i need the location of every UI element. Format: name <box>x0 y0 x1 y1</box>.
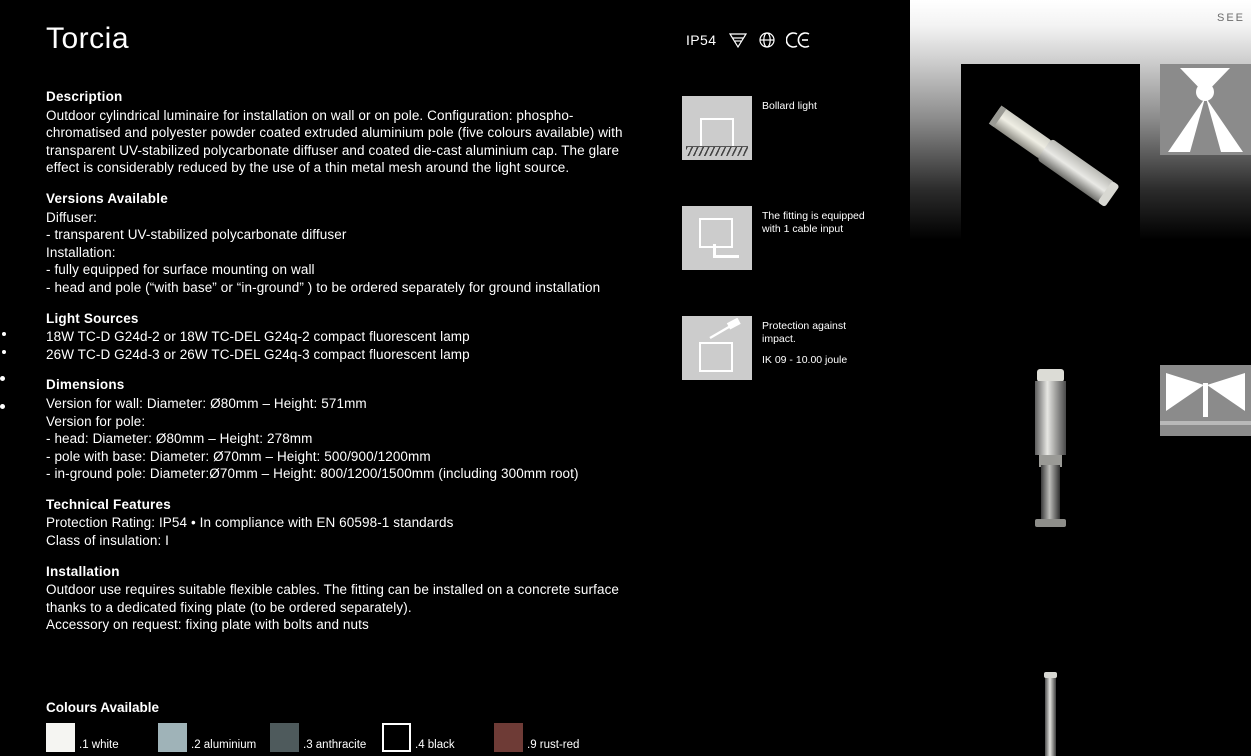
bullet-dot <box>2 332 6 336</box>
section-line: - fully equipped for surface mounting on wall <box>46 262 315 278</box>
feature-label: The fitting is equipped with 1 cable input <box>762 210 865 235</box>
colour-swatch-aluminium <box>158 723 187 752</box>
impact-protection-icon <box>682 316 752 380</box>
page-title: Torcia <box>46 22 130 55</box>
colours-heading: Colours Available <box>46 700 160 715</box>
feature-label-group <box>762 316 867 367</box>
globe-icon <box>757 30 777 50</box>
section-description <box>46 88 646 177</box>
feature-sublabel: IK 09 - 10.00 joule <box>762 354 848 366</box>
section-line: - head and pole (“with base” or “in-ground” ) to be ordered separately for ground installation <box>46 279 601 295</box>
colour-swatch-white <box>46 723 75 752</box>
colour-swatch-item[interactable] <box>494 723 606 752</box>
section-line: - in-ground pole: Diameter:Ø70mm – Height: 800/1200/1500mm (including 300mm root) <box>46 466 579 482</box>
vertical-bollard-illustration <box>961 353 1140 535</box>
colour-label: .2 aluminium <box>191 739 257 751</box>
feature-label: Bollard light <box>762 100 817 112</box>
photometric-diagram-bottom <box>1160 365 1251 436</box>
section-line: - transparent UV-stabilized polycarbonate diffuser <box>46 227 347 243</box>
colour-label: .9 rust-red <box>527 739 580 751</box>
section-line: Installation: <box>46 244 116 260</box>
colour-swatch-item[interactable] <box>270 723 382 752</box>
feature-impact-protection <box>682 316 867 380</box>
product-photo-thin-pole <box>961 648 1140 756</box>
light-distribution-side-diagram-icon <box>1160 365 1251 436</box>
icon-column <box>680 0 910 756</box>
section-light-sources <box>46 310 646 364</box>
thin-pole-illustration <box>961 648 1140 756</box>
colour-swatch-anthracite <box>270 723 299 752</box>
luminaire-square-glyph <box>700 118 734 148</box>
section-line: Diffuser: <box>46 209 97 225</box>
compliance-symbols <box>728 30 806 50</box>
cable-input-icon <box>682 206 752 270</box>
section-versions <box>46 190 646 297</box>
section-heading: Dimensions <box>46 377 125 393</box>
ip-rating-label: IP54 <box>686 32 717 48</box>
corner-label: SEE <box>1216 12 1245 24</box>
class-1-insulation-icon <box>728 30 748 50</box>
section-installation <box>46 563 646 634</box>
hammer-glyph <box>682 318 752 346</box>
ce-mark-icon <box>786 30 806 50</box>
ground-hatch-glyph <box>686 146 748 156</box>
section-heading: Technical Features <box>46 496 171 512</box>
section-line: Version for wall: Diameter: Ø80mm – Height: 571mm <box>46 395 367 411</box>
section-line: Protection Rating: IP54 • In compliance with EN 60598-1 standards <box>46 515 454 531</box>
colour-swatch-black <box>382 723 411 752</box>
angled-bollard-illustration <box>961 64 1140 243</box>
section-heading: Installation <box>46 563 120 579</box>
section-line: 18W TC-D G24d-2 or 18W TC-DEL G24q-2 compact fluorescent lamp <box>46 329 470 345</box>
feature-bollard-light <box>682 96 817 160</box>
section-dimensions <box>46 376 646 483</box>
colour-swatch-item[interactable] <box>158 723 270 752</box>
section-line: Outdoor use requires suitable flexible cables. The fitting can be installed on a concrete surface thanks to a dedicated fixing plate (to be ordered separately). <box>46 582 620 615</box>
section-line: Version for pole: <box>46 413 146 429</box>
edge-marker-dot <box>0 404 5 409</box>
photometric-diagram-top <box>1160 64 1251 155</box>
cable-line-glyph <box>713 255 739 258</box>
luminaire-square-glyph <box>699 218 733 248</box>
section-line: Class of insulation: I <box>46 533 170 549</box>
section-line: 26W TC-D G24d-3 or 26W TC-DEL G24q-3 compact fluorescent lamp <box>46 346 470 362</box>
section-line: Accessory on request: fixing plate with bolts and nuts <box>46 617 369 633</box>
colour-label: .1 white <box>79 739 119 751</box>
product-photo-vertical-bollard <box>961 353 1140 535</box>
feature-label: Protection against impact. <box>762 320 847 345</box>
colours-available <box>46 700 646 752</box>
section-heading: Light Sources <box>46 310 139 326</box>
colour-swatch-rust-red <box>494 723 523 752</box>
luminaire-square-glyph <box>699 342 733 372</box>
edge-marker-dot <box>0 376 5 381</box>
product-photo-angled-bollard <box>961 64 1140 243</box>
colour-swatch-row <box>46 723 646 752</box>
colour-label: .3 anthracite <box>303 739 367 751</box>
light-distribution-diagram-icon <box>1160 64 1251 155</box>
section-line: - pole with base: Diameter: Ø70mm – Height: 500/900/1200mm <box>46 448 431 464</box>
section-heading: Description <box>46 89 123 104</box>
bollard-light-icon <box>682 96 752 160</box>
colour-swatch-item[interactable] <box>46 723 158 752</box>
section-technical-features <box>46 496 646 550</box>
bullet-dot <box>2 350 6 354</box>
section-text: Outdoor cylindrical luminaire for installation on wall or on pole. Configuration: phospho-chromatised and polyester powder coated extruded aluminium pole (five colours available) with transparent UV-stabilized polycarbonate diffuser and coated die-cast aluminium cap. The glare effect is considerably reduced by the use of a thin metal mesh around the light source. <box>46 107 623 176</box>
section-line: - head: Diameter: Ø80mm – Height: 278mm <box>46 431 313 447</box>
section-heading: Versions Available <box>46 190 168 206</box>
description-body <box>46 88 646 647</box>
feature-cable-input <box>682 206 867 270</box>
colour-swatch-item[interactable] <box>382 723 494 752</box>
colour-label: .4 black <box>415 739 455 751</box>
